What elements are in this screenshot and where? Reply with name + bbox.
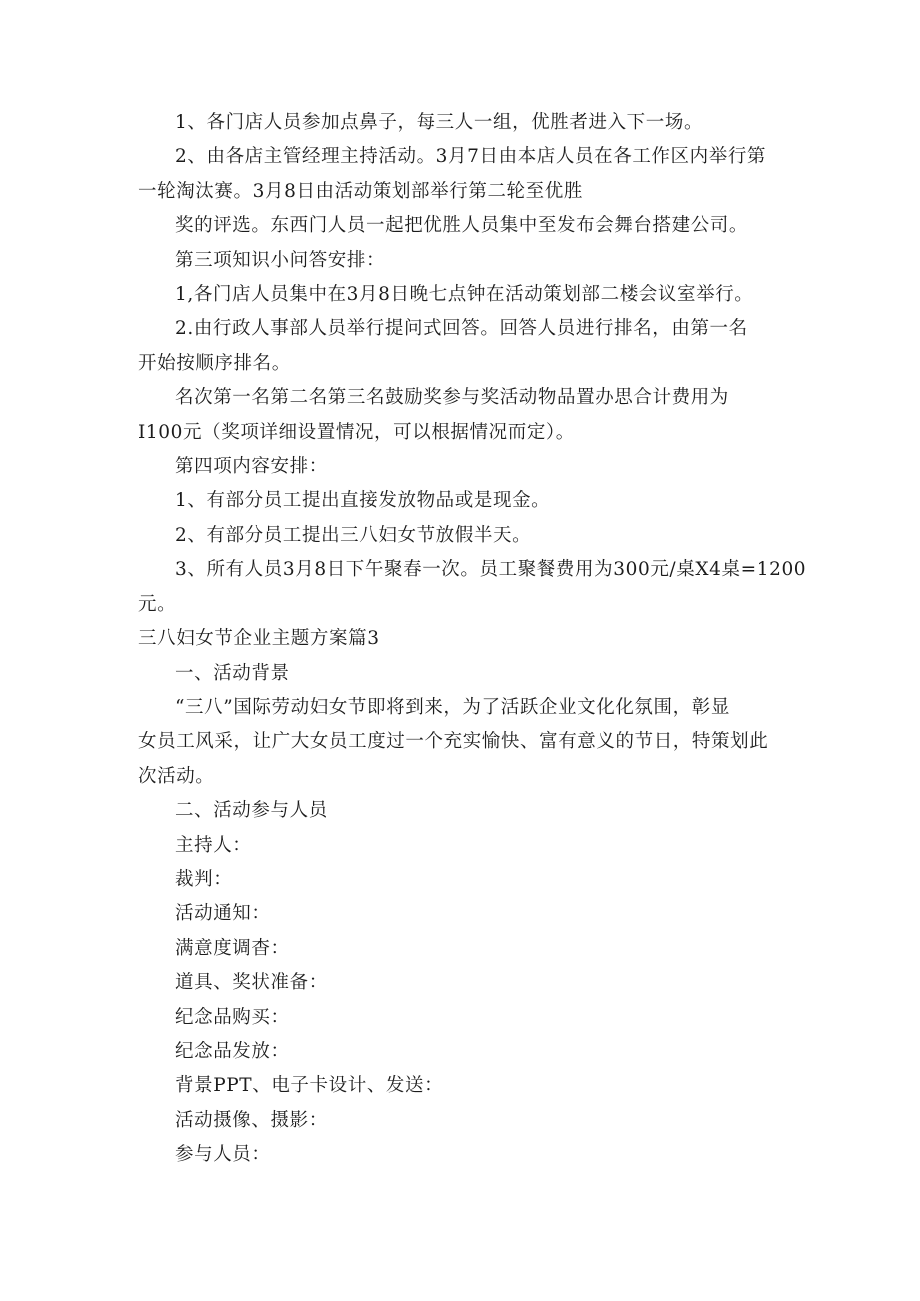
text-line: 1、各门店人员参加点鼻子，每三人一组，优胜者进入下一场。 — [175, 112, 704, 133]
text-line: “三八”国际劳动妇女节即将到来，为了活跃企业文化化氛围，彰显 — [175, 696, 730, 718]
chapter-title: 三八妇女节企业主题方案篇3 — [138, 628, 380, 650]
text-line: 2、有部分员工提出三八妇女节放假半天。 — [175, 524, 532, 546]
role-line: 活动摄像、摄影： — [175, 1109, 328, 1131]
text-line: 1,各门店人员集中在3月8日晚七点钟在活动策划部二楼会议室举行。 — [175, 284, 754, 306]
text-line: 2.由行政人事部人员举行提问式回答。回答人员进行排名，由第一名 — [175, 318, 748, 340]
role-line: 参与人员： — [175, 1144, 271, 1166]
text-line: I100元（奖项详细设置情况，可以根据情况而定）。 — [138, 421, 575, 443]
section-heading: 第四项内容安排： — [175, 456, 328, 478]
role-line: 裁判： — [175, 868, 233, 890]
role-line: 满意度调杳： — [175, 937, 290, 959]
text-line: 1、有部分员工提出直接发放物品或是现金。 — [175, 490, 551, 512]
role-line: 活动通知： — [175, 903, 271, 925]
text-line: 奖的评选。东西门人员一起把优胜人员集中至发布会舞台搭建公司。 — [175, 215, 749, 237]
text-line: 次活动。 — [138, 765, 215, 787]
text-line: 开始按顺序排名。 — [138, 352, 291, 374]
text-line: 3、所有人员3月8日下午聚春一次。员工聚餐费用为300元/桌X4桌=1200 — [175, 559, 807, 581]
text-line: 2、由各店主管经理主持活动。3月7日由本店人员在各工作区内举行第 — [175, 146, 767, 168]
role-line: 主持人： — [175, 834, 252, 856]
section-heading: 二、活动参与人员 — [175, 800, 328, 822]
section-heading: 一、活动背景 — [175, 662, 290, 684]
text-line: 名次第一名第二名第三名鼓励奖参与奖活动物品置办思合计费用为 — [175, 387, 729, 409]
text-line: 元。 — [138, 593, 177, 615]
role-line: 背景PPT、电子卡设计、发送： — [175, 1075, 444, 1097]
text-line: 一轮淘汰赛。3月8日由活动策划部举行第二轮至优胜 — [138, 180, 583, 202]
role-line: 道具、奖状准备： — [175, 972, 328, 994]
role-line: 纪念品发放： — [175, 1040, 290, 1062]
role-line: 纪念品购买： — [175, 1006, 290, 1028]
section-heading: 第三项知识小问答安排： — [175, 249, 386, 271]
document-body — [138, 106, 807, 1173]
text-line: 女员工风采，让广大女员工度过一个充实愉快、富有意义的节日，特策划此 — [138, 731, 769, 753]
